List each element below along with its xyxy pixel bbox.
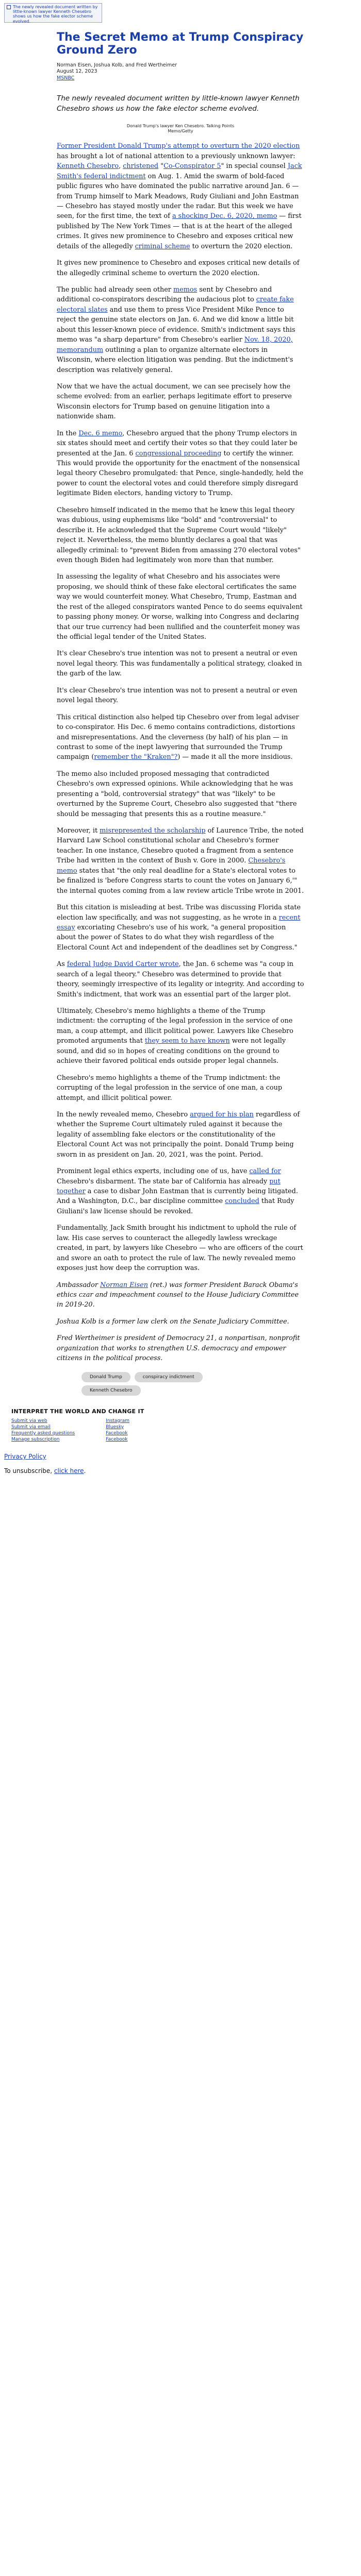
unsubscribe-text: To unsubscribe, xyxy=(4,1467,54,1475)
article-paragraph xyxy=(57,1073,304,1103)
article-paragraph xyxy=(57,505,304,566)
article-paragraph xyxy=(57,649,304,679)
footer-link[interactable]: Facebook xyxy=(106,1436,128,1442)
footer-heading: INTERPRET THE WORLD AND CHANGE IT xyxy=(11,1408,144,1415)
article-paragraph xyxy=(57,285,304,375)
inline-link[interactable]: congressional proceeding xyxy=(135,449,222,457)
article-paragraph xyxy=(57,1166,304,1216)
byline-authors: Norman Eisen, Joshua Kolb, and Fred Wertheimer xyxy=(57,62,177,68)
paragraph-text: It's clear Chesebro's true intention was not to present a neutral or even novel legal theory. xyxy=(57,686,298,705)
paragraph-text: (ret.) was former President Barack Obama's ethics czar and impeachment counsel to the House Judiciary Committee in 2019-20. xyxy=(57,1281,299,1309)
inline-link[interactable]: concluded xyxy=(225,1197,259,1206)
dek: The newly revealed document written by little-known lawyer Kenneth Chesebro shows us how the fake elector scheme evolved. xyxy=(57,94,300,113)
paragraph-text: In assessing the legality of what Chesebro and his associates were proposing, we should think of these fake electoral certificates the same way we would counterfeit money. What Chesebro, Trump, Eastman and the rest of the alleged conspirators wanted Pence to do seems equivalent to passing phony money. Or worse, walking into Congress and declaring that our true currency had been nullified and the counterfeit money was the official legal tender of the United States. xyxy=(57,573,303,641)
paragraph-text: a case to disbar John Eastman that is currently being litigated. And a Washington, D.C., bar discipline committee xyxy=(57,1188,298,1206)
article-paragraph xyxy=(57,1006,304,1066)
publisher-link[interactable]: MSNBC xyxy=(57,75,75,81)
inline-link[interactable]: Dec. 6 memo xyxy=(78,429,123,437)
inline-link[interactable]: called for xyxy=(249,1167,281,1176)
inline-link[interactable]: Jack Smith's federal indictment xyxy=(57,162,302,180)
paragraph-text: ) — made it all the more insidious. xyxy=(177,753,293,761)
paragraph-text: Joshua Kolb is a former law clerk on the Senate Judiciary Committee. xyxy=(57,1317,289,1326)
article-body xyxy=(57,141,304,1363)
footer-link[interactable]: Manage subscription xyxy=(11,1436,60,1442)
article-paragraph xyxy=(57,826,304,896)
paragraph-text: of Laurence Tribe, the noted Harvard Law School constitutional scholar and Chesebro's former teacher. In one instance, Chesebro quoted a fragment from a sentence Tribe had written in the context of Bush v. Gore in 2000. xyxy=(57,827,304,865)
paragraph-text: But this citation is misleading at best. Tribe was discussing Florida state election law specifically, and was not suggesting, as he wrote in a xyxy=(57,904,301,922)
paragraph-text: Chesebro himself indicated in the memo that he knew this legal theory was dubious, using euphemisms like "bold" and "controversial" to describe it. He acknowledged that the Supreme Court would "likely" reject it. Nevertheless, the memo bluntly declares a goal that was allegedly criminal: to "prevent Biden from amassing 270 electoral votes" even though Biden had legitimately won more than that number. xyxy=(57,506,301,564)
inline-link[interactable]: christened xyxy=(123,162,159,171)
paragraph-text: It's clear Chesebro's true intention was not to present a neutral or even novel legal theory. This was fundamentally a political strategy, cloaked in the garb of the law. xyxy=(57,650,302,678)
paragraph-text: to certify the winner. This would provide the opportunity for the enactment of the nonsensical legal theory Chesebro promulgated: that Pence, single-handedly, held the power to count the electoral votes and could therefore simply disregard legitimate Biden electors, handing victory to Trump. xyxy=(57,449,304,498)
inline-link[interactable]: put together xyxy=(57,1177,281,1195)
inline-link[interactable]: Norman Eisen xyxy=(100,1281,148,1289)
inline-link[interactable]: argued for his plan xyxy=(190,1110,254,1118)
inline-link[interactable]: Chesebro's memo xyxy=(57,857,286,875)
article-paragraph xyxy=(57,572,304,642)
paragraph-text: excoriating Chesebro's use of his work, "a general proposition about the power of States to do what they wish regardless of the Electoral Count Act and independent of the deadlines set by Congress." xyxy=(57,923,298,952)
footer xyxy=(0,1408,361,1443)
paragraph-text: outlining a plan to organize alternate electors in Wisconsin, where election litigation was pending. But the indictment's description was relatively general. xyxy=(57,346,293,374)
unsubscribe-suffix: . xyxy=(84,1467,86,1475)
inline-link[interactable]: remember the "Kraken"? xyxy=(94,753,178,761)
footer-links-left xyxy=(11,1418,75,1443)
article-paragraph xyxy=(57,1280,304,1310)
paragraph-text: In the xyxy=(57,429,79,437)
paragraph-text: , Chesebro argued that the phony Trump electors in six states should meet and certify their votes so that they could later be presented at the Jan. 6 xyxy=(57,429,298,457)
paragraph-text: Now that we have the actual document, we can see precisely how the scheme evolved: from an earlier, perhaps legitimate effort to preserve Wisconsin electors for Trump based on genuine litigation into a nationwide sham. xyxy=(57,382,292,421)
inline-link[interactable]: Co-Conspirator 5 xyxy=(163,162,221,171)
paragraph-text: Prominent legal ethics experts, including one of us, have xyxy=(57,1167,250,1176)
inline-link[interactable]: criminal scheme xyxy=(135,242,190,250)
byline-date: August 12, 2023 xyxy=(57,69,97,75)
inline-link[interactable]: recent essay xyxy=(57,913,301,931)
tag-pill[interactable]: Kenneth Chesebro xyxy=(81,1385,141,1396)
footer-link[interactable]: Bluesky xyxy=(106,1424,124,1430)
article-paragraph xyxy=(57,1333,304,1363)
tag-pill[interactable]: Donald Trump xyxy=(81,1372,130,1382)
article-paragraph xyxy=(57,1223,304,1273)
unsubscribe-row xyxy=(4,1467,361,1475)
inline-link[interactable]: memos xyxy=(173,286,198,294)
paragraph-text: regardless of whether the Supreme Court ultimately ruled against it because the legality of assembling fake electors or the constitutionality of the Electoral Count Act was not principally the point. Donald Trump being sworn in as president on Jan. 20, 2021, was the point. Period. xyxy=(57,1110,300,1159)
inline-link[interactable]: a shocking Dec. 6, 2020, memo xyxy=(172,212,277,221)
privacy-policy-link[interactable]: Privacy Policy xyxy=(4,1453,46,1461)
paragraph-text: has brought a lot of national attention to a previously unknown lawyer: xyxy=(57,152,296,160)
unsubscribe-link[interactable]: click here xyxy=(54,1467,84,1475)
paragraph-text: Fred Wertheimer is president of Democracy 21, a nonpartisan, nonprofit organization that works to strengthen U.S. democracy and empower citizens in the political process. xyxy=(57,1334,300,1363)
paragraph-text: sent by Chesebro and additional co-conspirators describing the audacious plot to xyxy=(57,286,272,304)
footer-link[interactable]: Instagram xyxy=(106,1418,130,1423)
article-paragraph xyxy=(57,686,304,706)
tag-pill[interactable]: conspiracy indictment xyxy=(135,1372,203,1382)
headline: The Secret Memo at Trump Conspiracy Ground Zero xyxy=(57,31,304,57)
paragraph-text: Ambassador xyxy=(57,1281,101,1289)
paragraph-text: states that "the only real deadline for a State's electoral votes to be finalized is 'before Congress starts to count the votes on January 6,'" the internal quotes coming from a law review article Tribe wrote in 2001. xyxy=(57,867,304,895)
paragraph-text: " in special counsel xyxy=(221,162,288,171)
inline-link[interactable]: create fake electoral slates xyxy=(57,296,294,314)
tag-list xyxy=(81,1372,262,1396)
article-paragraph xyxy=(57,1317,304,1327)
inline-link[interactable]: Kenneth Chesebro xyxy=(57,162,119,171)
paragraph-text: As xyxy=(57,960,67,969)
paragraph-text: Moreover, it xyxy=(57,827,100,835)
inline-link[interactable]: Former President Donald Trump's attempt to overturn the 2020 election xyxy=(57,142,300,150)
footer-links-right xyxy=(106,1418,129,1443)
article-paragraph xyxy=(57,903,304,953)
footer-link[interactable]: Facebook xyxy=(106,1430,128,1436)
article-paragraph xyxy=(57,769,304,819)
byline xyxy=(57,62,304,82)
paragraph-text: Ultimately, Chesebro's memo highlights a theme of the Trump indictment: the corrupting of the legal profession in the service of one man, a coup attempt, and illicit political power. Lawyers like Chesebro promoted arguments that xyxy=(57,1007,293,1045)
footer-link[interactable]: Frequently asked questions xyxy=(11,1430,75,1436)
paragraph-text: to overturn the 2020 election. xyxy=(190,242,293,250)
inline-link[interactable]: Nov. 18, 2020, memorandum xyxy=(57,336,293,354)
hero-image xyxy=(4,3,102,23)
paragraph-text: Chesebro's disbarment. The state bar of California has already xyxy=(57,1177,270,1185)
paragraph-text: on Aug. 1. Amid the swarm of bold-faced public figures who have dominated the public narrative around Jan. 6 — from Trump himself to Mark Meadows, Rudy Giuliani and John Eastman — Chesebro has stayed mostly under the radar. But this week we have seen, for the first time, the text of xyxy=(57,172,299,221)
paragraph-text: The memo also included proposed messaging that contradicted Chesebro's own expressed opinions. While acknowledging that he was presenting a "bold, controversial strategy" that was "likely" to be overturned by the Supreme Court, Chesebro also suggested that "there should be messaging that presents this as a routine measure." xyxy=(57,770,297,818)
footer-link[interactable]: Submit via email xyxy=(11,1424,51,1430)
paragraph-text: that Rudy Giuliani's law license should be revoked. xyxy=(57,1197,294,1215)
broken-image-icon xyxy=(7,5,11,9)
article-paragraph xyxy=(57,1110,304,1160)
inline-link[interactable]: misrepresented the scholarship xyxy=(100,827,206,835)
paragraph-text: were not legally sound, and did so in hopes of creating conditions on the ground to achieve their favored political ends outside proper legal channels. xyxy=(57,1037,286,1065)
paragraph-text: In the newly revealed memo, Chesebro xyxy=(57,1110,190,1118)
article-paragraph xyxy=(57,258,304,278)
inline-link[interactable]: federal Judge David Carter wrote xyxy=(67,960,179,969)
inline-link[interactable]: they seem to have known xyxy=(144,1037,230,1045)
article-paragraph xyxy=(57,382,304,422)
paragraph-text: and use them to press Vice President Mike Pence to reject the genuine state electors on Jan. 6. And we did know a little bit about this lesser-known piece of evidence. Smith's indictment says this memo was "a sharp departure" from Chesebro's earlier xyxy=(57,306,296,344)
article-paragraph xyxy=(57,429,304,499)
article-paragraph xyxy=(57,141,304,251)
article-paragraph xyxy=(57,959,304,999)
figure xyxy=(126,122,235,134)
paragraph-text: Chesebro's memo highlights a theme of the Trump indictment: the corrupting of the legal profession in the service of one man, a coup attempt, and illicit political power. xyxy=(57,1074,283,1102)
paragraph-text: , xyxy=(119,162,123,171)
paragraph-text: It gives new prominence to Chesebro and exposes critical new details of the allegedly criminal scheme to overturn the 2020 election. xyxy=(57,259,300,277)
paragraph-text: The public had already seen other xyxy=(57,286,173,294)
paragraph-text: " xyxy=(158,162,164,171)
hero-image-alt-text: The newly revealed document written by little-known lawyer Kenneth Chesebro shows us how the fake elector scheme evolved. xyxy=(13,5,98,24)
article-paragraph xyxy=(57,713,304,762)
paragraph-text: — first published by The New York Times — that is at the heart of the alleged crimes. It gives new prominence to Chesebro and exposes critical new details of the allegedly xyxy=(57,212,302,250)
paragraph-text: This critical distinction also helped tip Chesebro over from legal adviser to co-conspirator. His Dec. 6 memo contains contradictions, distortions and misrepresentations. And the cleverness (by half) of his plan — in contrast to some of the inept lawyering that surrounded the Trump campaign ( xyxy=(57,713,299,761)
paragraph-text: , the Jan. 6 scheme was "a coup in search of a legal theory." Chesebro was determined to provide that theory, seemingly irrespective of its legality or integrity. And according to Smith's indictment, that work was an essential part of the larger plot. xyxy=(57,960,304,998)
figure-caption: Donald Trump's lawyer Ken Chesebro. Talking Points Memo/Getty xyxy=(126,123,235,133)
paragraph-text: Fundamentally, Jack Smith brought his indictment to uphold the rule of law. His case serves to counteract the allegedly lawless wreckage created, in part, by lawyers like Chesebro — who are officers of the court and swore an oath to protect the rule of law. The newly revealed memo exposes just how deep the corruption was. xyxy=(57,1224,303,1273)
privacy-row xyxy=(4,1453,361,1460)
article xyxy=(57,31,304,1396)
footer-link[interactable]: Submit via web xyxy=(11,1418,47,1423)
